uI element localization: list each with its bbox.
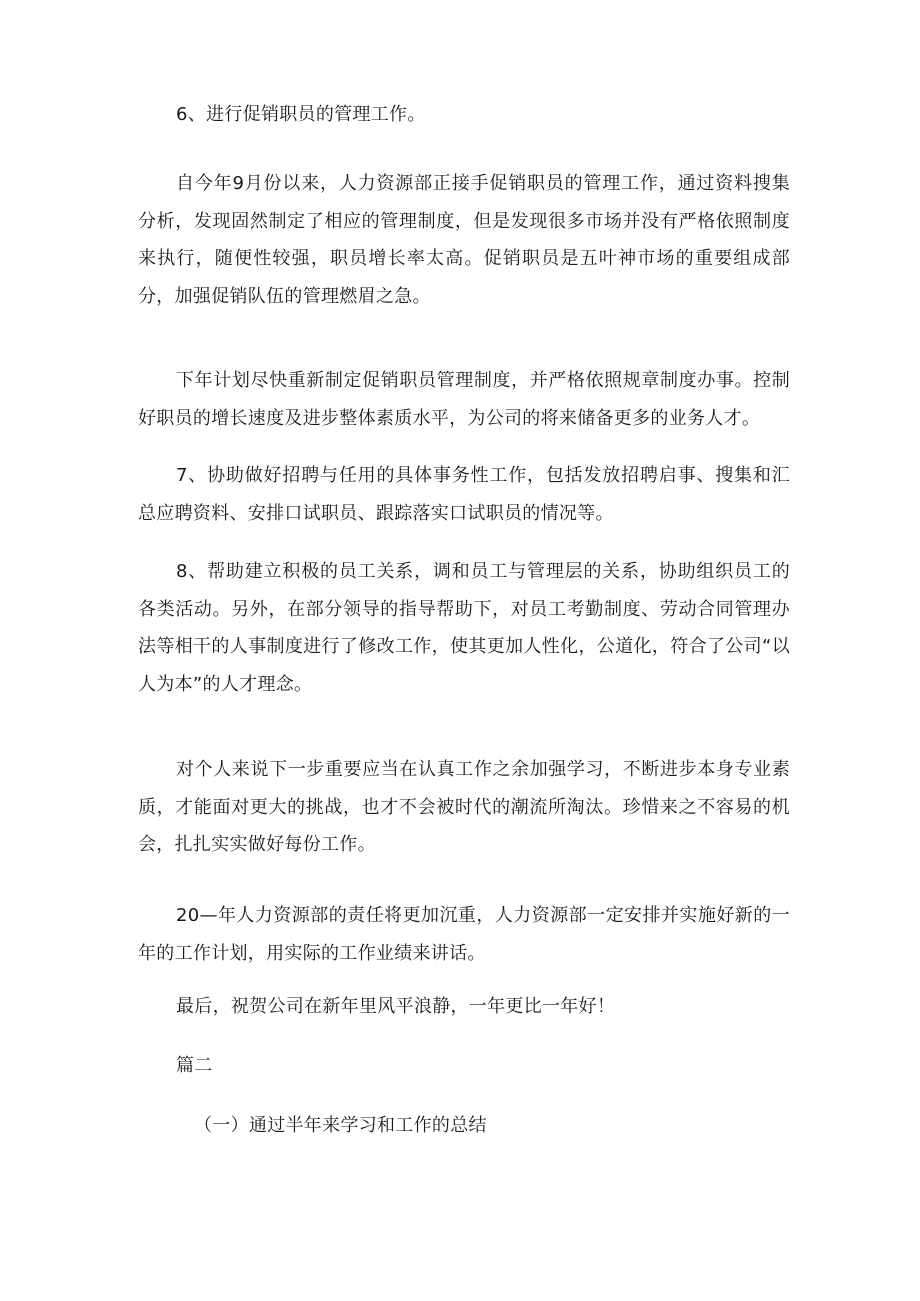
paragraph-item-7-recruitment: 7、协助做好招聘与任用的具体事务性工作，包括发放招聘启事、搜集和汇总应聘资料、安排口试职员、跟踪落实口试职员的情况等。 [138,465,790,524]
paragraph-next-year-plan: 下年计划尽快重新制定促销职员管理制度，并严格依照规章制度办事。控制好职员的增长速度及进步整体素质水平，为公司的将来储备更多的业务人才。 [138,370,790,429]
subsection-heading-summary: （一）通过半年来学习和工作的总结 [194,1115,487,1136]
paragraph-item-8-employee-relations: 8、帮助建立积极的员工关系，调和员工与管理层的关系，协助组织员工的各类活动。另外，在部分领导的指导帮助下，对员工考勤制度、劳动合同管理办法等相干的人事制度进行了修改工作，使其更加人性化，公道化，符合了公司“以人为本”的人才理念。 [138,561,790,695]
paragraph-personal-development: 对个人来说下一步重要应当在认真工作之余加强学习，不断进步本身专业素质，才能面对更大的挑战，也才不会被时代的潮流所淘汰。珍惜来之不容易的机会，扎扎实实做好每份工作。 [138,759,790,855]
paragraph-department-responsibility: 20—年人力资源部的责任将更加沉重，人力资源部一定安排并实施好新的一年的工作计划，用实际的工作业绩来讲话。 [138,905,790,964]
paragraph-item-6-heading: 6、进行促销职员的管理工作。 [176,104,426,125]
paragraph-promotion-staff-status: 自今年9月份以来，人力资源部正接手促销职员的管理工作，通过资料搜集分析，发现固然制定了相应的管理制度，但是发现很多市场并没有严格依照制度来执行，随便性较强，职员增长率太高。促销职员是五叶神市场的重要组成部分，加强促销队伍的管理燃眉之急。 [138,173,790,307]
section-heading-part-two: 篇二 [176,1055,213,1076]
paragraph-closing-wishes: 最后，祝贺公司在新年里风平浪静，一年更比一年好！ [176,996,616,1017]
